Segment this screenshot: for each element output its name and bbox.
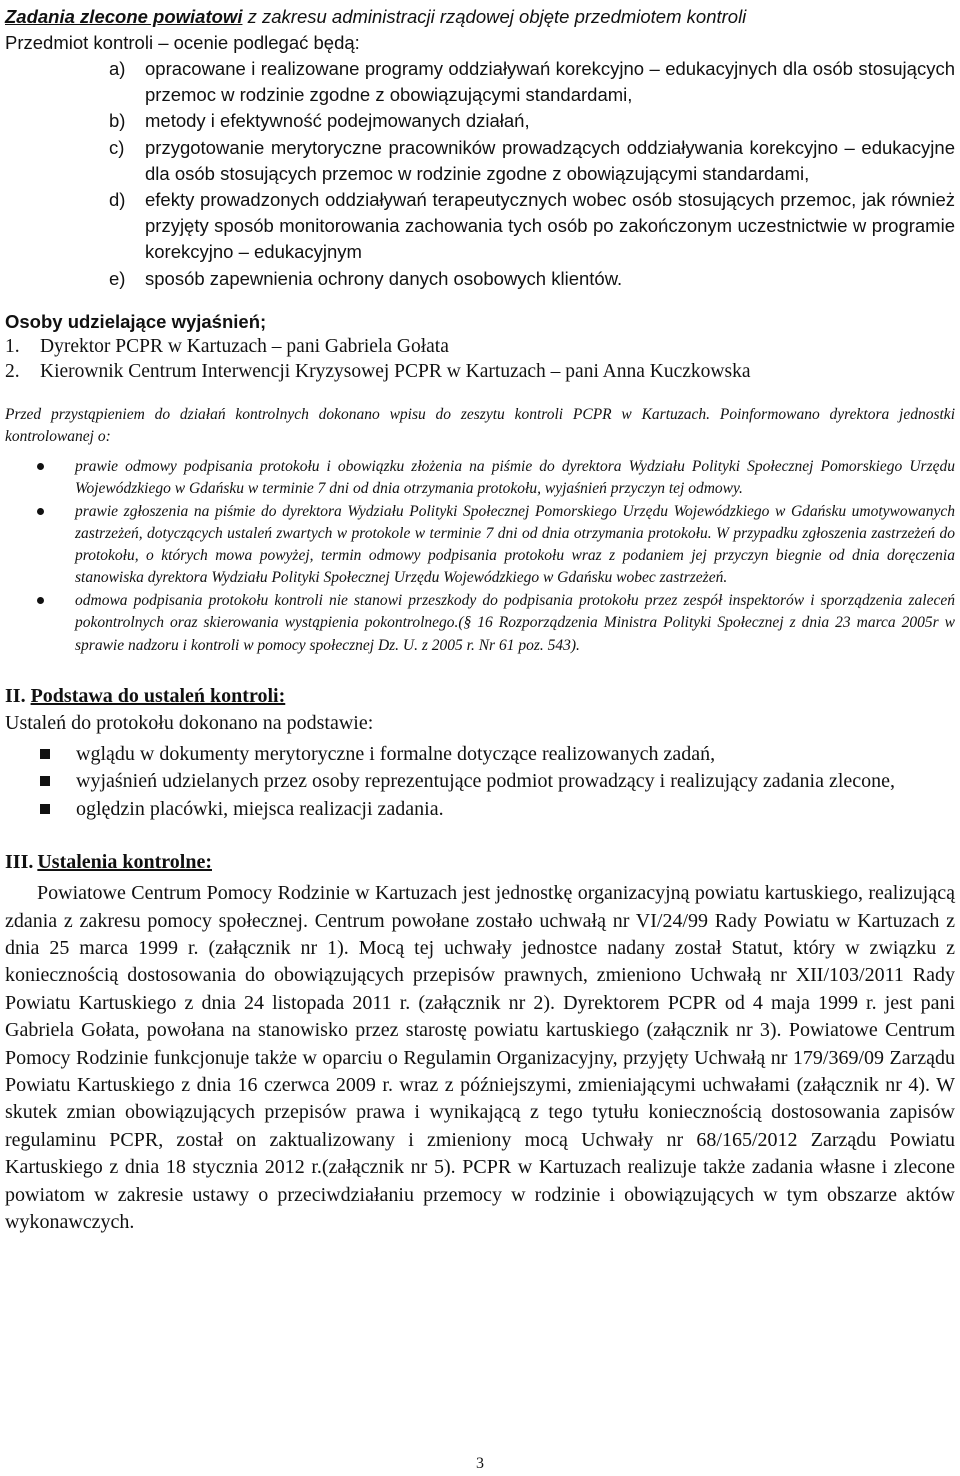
list-marker: e)	[109, 267, 126, 289]
section3-heading	[5, 849, 955, 876]
header-subtitle: z zakresu administracji rządowej objęte przedmiotem kontroli	[242, 6, 747, 27]
list-item	[5, 501, 955, 589]
list-item	[5, 266, 955, 292]
section2-list	[5, 741, 955, 824]
list-text: metody i efektywność podejmowanych działań,	[145, 110, 530, 132]
list-item	[5, 108, 955, 134]
list-text: wyjaśnień udzielanych przez osoby reprezentujące podmiot prowadzący i realizujący zadania zlecone,	[76, 770, 896, 793]
section-number: II.	[5, 684, 26, 707]
list-text: oględzin placówki, miejsca realizacji zadania.	[76, 797, 444, 820]
square-bullet-icon	[40, 804, 50, 814]
przed-paragraph: Przed przystąpieniem do działań kontrolnych dokonano wpisu do zeszytu kontroli PCPR w Kartuzach. Poinformowano dyrektora jednostki kontrolowanej o:	[5, 405, 955, 445]
list-text: przygotowanie merytoryczne pracowników prowadzących oddziaływania korekcyjno – edukacyjne dla osób stosujących przemoc w rodzinie zgodne z obowiązującymi standardami,	[145, 136, 955, 184]
kontrola-list	[5, 56, 955, 292]
pouczenia-list	[5, 456, 955, 657]
list-item	[5, 456, 955, 500]
section-number: III.	[5, 851, 34, 874]
list-item	[5, 741, 955, 769]
list-marker: 1.	[5, 335, 20, 357]
list-marker: c)	[109, 136, 125, 158]
list-text: prawie zgłoszenia na piśmie do dyrektora Wydziału Polityki Społecznej Pomorskiego Urzędu Wojewódzkiego w Gdańsku umotywowanych zastrzeżeń, dotyczących ustaleń zwartych w protokole w terminie 7 dni od dnia otrzymania protokołu. W przypadku zgłoszenia zastrzeżeń do protokołu, o których mowa powyżej, termin odmowy podpisania protokołu wraz z podaniem jej przyczyn biegnie od dnia doręczenia stanowiska dyrektora Wydziału Polityki Społecznej Urzędu Wojewódzkiego w Gdańsku wobec zastrzeżeń.	[75, 503, 955, 587]
header-title: Zadania zlecone powiatowi	[5, 6, 243, 27]
header-line2: Przedmiot kontroli – ocenie podlegać będą:	[5, 32, 360, 53]
bullet-dot-icon	[37, 597, 44, 604]
list-text: odmowa podpisania protokołu kontroli nie stanowi przeszkody do podpisania protokołu przez zespół inspektorów i sporządzenia zaleceń pokontrolnych oraz skierowania wystąpienia pokontrolnego.(§ 16 Rozporządzenia Ministra Polityki Społecznej z dnia 23 marca 2005r w sprawie nadzoru i kontroli w pomocy społecznej Dz. U. z 2005 r. Nr 61 poz. 543).	[75, 592, 955, 654]
page-number: 3	[476, 1455, 484, 1472]
list-item	[5, 590, 955, 656]
list-marker: 2.	[5, 360, 20, 382]
list-marker: b)	[109, 110, 126, 132]
section-title: Ustalenia kontrolne:	[37, 851, 212, 874]
list-item	[5, 334, 955, 359]
bullet-dot-icon	[37, 463, 44, 470]
page-content	[5, 0, 955, 1236]
list-item	[5, 56, 955, 108]
list-text: efekty prowadzonych oddziaływań terapeutycznych wobec osób stosujących przemoc, jak również przyjęty sposób monitorowania zachowania tych osób po zakończonym uczestnictwie w programie korekcyjno – edukacyjnym	[145, 189, 955, 263]
list-text: wglądu w dokumenty merytoryczne i formalne dotyczące realizowanych zadań,	[76, 742, 716, 765]
section-title: Podstawa do ustaleń kontroli:	[30, 684, 286, 707]
osoby-title: Osoby udzielające wyjaśnień;	[5, 310, 267, 332]
square-bullet-icon	[40, 776, 50, 786]
list-text: sposób zapewnienia ochrony danych osobowych klientów.	[145, 267, 623, 289]
list-item	[5, 187, 955, 266]
list-item	[5, 135, 955, 187]
section2-heading	[5, 683, 955, 710]
list-text: opracowane i realizowane programy oddziaływań korekcyjno – edukacyjnych dla osób stosujących przemoc w rodzinie zgodne z obowiązującymi standardami,	[145, 58, 955, 106]
list-marker: d)	[109, 189, 126, 211]
list-text: Kierownik Centrum Interwencji Kryzysowej PCPR w Kartuzach – pani Anna Kuczkowska	[40, 360, 751, 382]
section3-paragraph: Powiatowe Centrum Pomocy Rodzinie w Kartuzach jest jednostkę organizacyjną powiatu kartuskiego, realizującą zdania z zakresu pomocy społecznej. Centrum powołane zostało uchwałą nr VI/24/99 Rady Powiatu w Kartuzach z dnia 25 marca 1999 r. (załącznik nr 1). Mocą tej uchwały jednostce nadany został Statut, który w związku z koniecznością dostosowania do obowiązujących przepisów prawnych, zmieniono Uchwałą nr XII/103/2011 Rady Powiatu Kartuskiego z dnia 24 listopada 2011 r. (załącznik nr 2). Dyrektorem PCPR od 4 maja 1999 r. jest pani Gabriela Gołata, powołana na stanowisko przez starostę powiatu kartuskiego (załącznik nr 3). Powiatowe Centrum Pomocy Rodzinie funkcjonuje także w oparciu o Regulamin Organizacyjny, przyjęty Uchwałą nr 179/369/09 Zarządu Powiatu Kartuskiego z dnia 16 czerwca 2009 r. wraz z późniejszymi, zmieniającymi uchwałami (załącznik nr 4). W skutek zmian obowiązujących przepisów prawa i wynikającą z tego tytułu koniecznością dostosowania zapisów regulaminu PCPR, został on zaktualizowany i zmieniony mocą Uchwały nr 68/165/2012 Zarządu Powiatu Kartuskiego z dnia 18 stycznia 2012 r.(załącznik nr 5). PCPR w Kartuzach realizuje także zadania własne i zlecone powiatom w zakresie ustawy o przeciwdziałaniu przemocy w rodzinie i obowiązujących w tym obszarze aktów wykonawczych.	[5, 882, 955, 1234]
list-item	[5, 796, 955, 824]
list-marker: a)	[109, 58, 126, 79]
section-header	[5, 4, 955, 56]
section2-intro: Ustaleń do protokołu dokonano na podstawie:	[5, 711, 374, 734]
list-text: Dyrektor PCPR w Kartuzach – pani Gabriela Gołata	[40, 335, 449, 357]
osoby-list	[5, 334, 955, 384]
list-item	[5, 768, 955, 796]
list-text: prawie odmowy podpisania protokołu i obowiązku złożenia na piśmie do dyrektora Wydziału Polityki Społecznej Pomorskiego Urzędu Wojewódzkiego w Gdańsku w terminie 7 dni od dnia otrzymania protokołu, wyjaśnień przyczyn tej odmowy.	[75, 457, 955, 497]
bullet-dot-icon	[37, 508, 44, 515]
list-item	[5, 359, 955, 384]
square-bullet-icon	[40, 749, 50, 759]
